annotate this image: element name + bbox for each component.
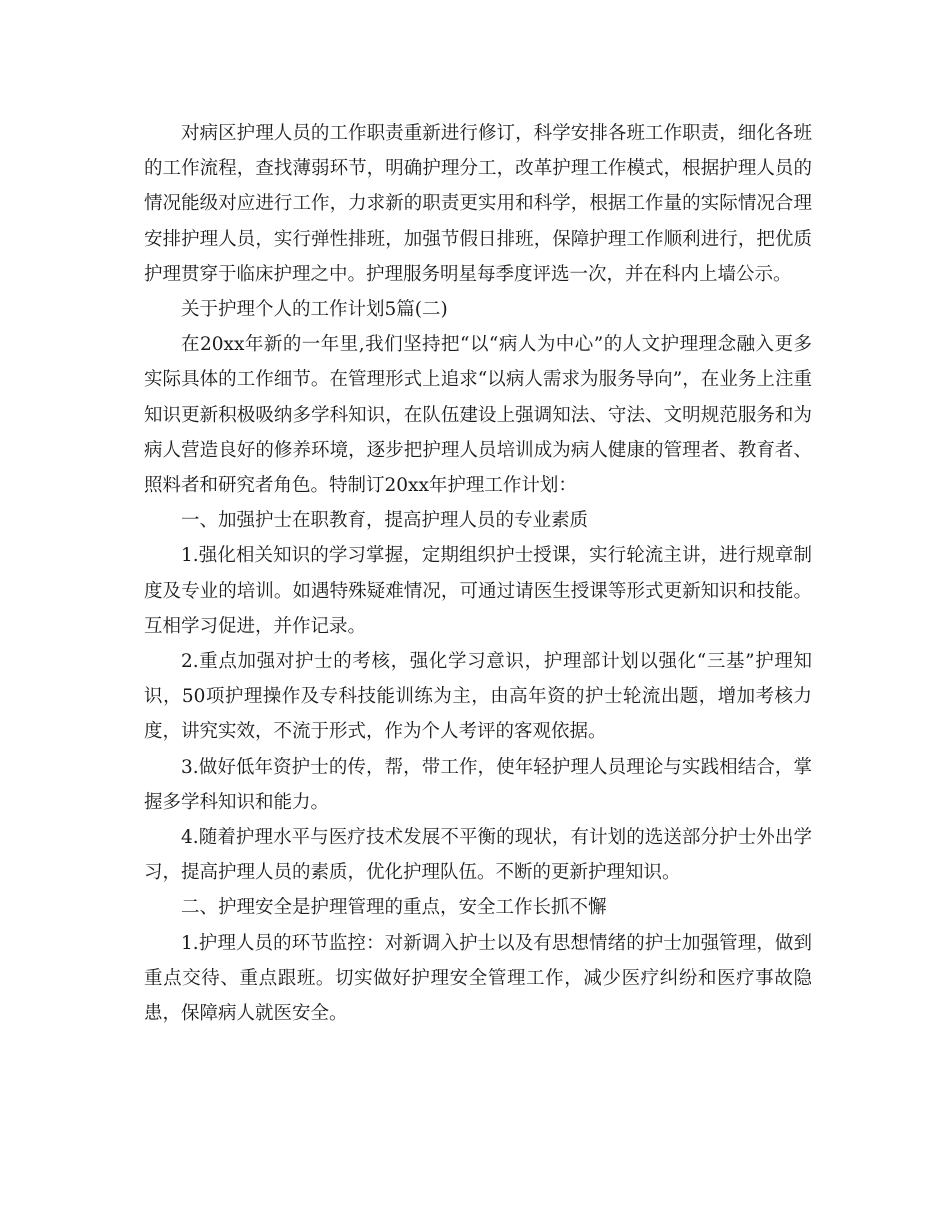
paragraph-item-4: 4.随着护理水平与医疗技术发展不平衡的现状，有计划的选送部分护士外出学习，提高护理人员的素质，优化护理队伍。不断的更新护理知识。 xyxy=(144,827,812,884)
paragraph-intro: 在20xx年新的一年里,我们坚持把“以“病人为中心”的人文护理理念融入更多实际具体的工作细节。在管理形式上追求“以病人需求为服务导向”，在业务上注重知识更新积极吸纳多学科知识，在队伍建设上强调知法、守法、文明规范服务和为病人营造良好的修养环境，逐步把护理人员培训成为病人健康的管理者、教育者、照料者和研究者角色。特制订20xx年护理工作计划： xyxy=(144,334,812,497)
heading-two: 二、护理安全是护理管理的重点，安全工作长抓不懈 xyxy=(181,897,607,919)
section-title: 关于护理个人的工作计划5篇(二) xyxy=(181,299,448,321)
paragraph-item-1: 1.强化相关知识的学习掌握，定期组织护士授课，实行轮流主讲，进行规章制度及专业的培训。如遇特殊疑难情况，可通过请医生授课等形式更新知识和技能。互相学习促进，并作记录。 xyxy=(144,545,812,637)
document-body xyxy=(144,116,812,1031)
heading-one: 一、加强护士在职教育，提高护理人员的专业素质 xyxy=(181,510,589,532)
paragraph-item-3: 3.做好低年资护士的传，帮，带工作，使年轻护理人员理论与实践相结合，掌握多学科知识和能力。 xyxy=(144,756,812,813)
paragraph-duty-revision: 对病区护理人员的工作职责重新进行修订，科学安排各班工作职责，细化各班的工作流程，查找薄弱环节，明确护理分工，改革护理工作模式，根据护理人员的情况能级对应进行工作，力求新的职责更实用和科学，根据工作量的实际情况合理安排护理人员，实行弹性排班，加强节假日排班，保障护理工作顺利进行，把优质护理贯穿于临床护理之中。护理服务明星每季度评选一次，并在科内上墙公示。 xyxy=(144,123,812,285)
paragraph-safety-1: 1.护理人员的环节监控：对新调入护士以及有思想情绪的护士加强管理，做到重点交待、重点跟班。切实做好护理安全管理工作，减少医疗纠纷和医疗事故隐患，保障病人就医安全。 xyxy=(144,932,812,1025)
paragraph-item-2: 2.重点加强对护士的考核，强化学习意识，护理部计划以强化“三基”护理知识，50项护理操作及专科技能训练为主，由高年资的护士轮流出题，增加考核力度，讲究实效，不流于形式，作为个人考评的客观依据。 xyxy=(144,651,812,743)
